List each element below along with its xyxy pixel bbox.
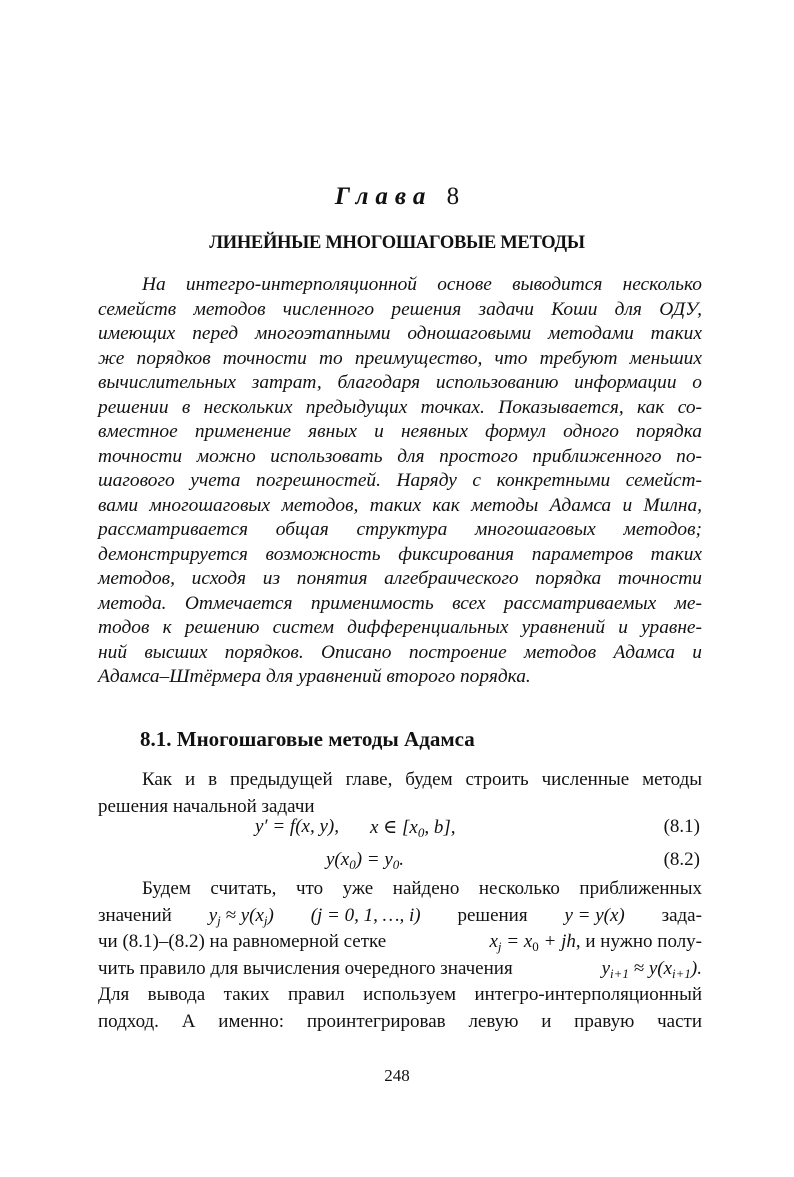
para-line	[98, 956, 702, 983]
equation-number: (8.2)	[663, 849, 700, 870]
abstract-line: рассматривается общая структура многошаговых методов;	[98, 519, 702, 540]
abstract-line: же порядков точности то преимущество, что требуют меньших	[98, 347, 702, 369]
m-sub: 0	[532, 939, 539, 954]
m: y	[208, 904, 218, 926]
domain-text: x ∈ [x	[370, 817, 418, 838]
equation-8-1	[98, 816, 702, 844]
intro-line: решения начальной задачи	[98, 795, 315, 817]
m: y	[601, 957, 611, 979]
equation-lhs: y′ = f(x, y),	[255, 816, 339, 837]
abstract-line: решении в нескольких предыдущих точках. Показывается, как со-	[98, 396, 702, 418]
m: = x	[501, 931, 533, 952]
text: чить правило для вычисления очередного значения	[98, 957, 513, 979]
para-line	[98, 929, 702, 956]
intro-line: Как и в предыдущей главе, будем строить численные методы	[142, 769, 702, 790]
abstract-line: Адамса–Штёрмера для уравнений второго порядка.	[98, 666, 531, 687]
abstract-line: вами многошаговых методов, таких как методы Адамса и Милна,	[98, 494, 702, 516]
abstract-line: точности можно использовать для простого приближенного по-	[98, 445, 702, 467]
m-sub: j	[263, 912, 268, 928]
ic-sub2: 0	[392, 857, 400, 872]
m-sub: i+1	[672, 965, 691, 981]
equation-number: (8.1)	[663, 816, 700, 837]
chapter-number: 8	[446, 183, 460, 210]
abstract-line: вычислительных затрат, благодаря использованию информации о	[98, 372, 702, 393]
abstract-line: метода. Отмечается применимость всех рассматриваемых ме-	[98, 592, 702, 614]
m: x	[489, 931, 498, 952]
word: значений	[98, 904, 172, 926]
math-solution: y = y(x)	[564, 904, 625, 926]
text: чи (8.1)–(8.2) на равномерной сетке	[98, 931, 387, 952]
m: ≈ y(x	[628, 957, 673, 979]
domain-sub: 0	[417, 825, 425, 840]
math-grid	[489, 929, 702, 956]
m: ≈ y(x	[220, 904, 264, 926]
page-number: 248	[384, 1066, 410, 1085]
para-line: подход. А именно: проинтегрировав левую и правую части	[98, 1010, 702, 1032]
m: )	[267, 904, 274, 926]
domain-rest: , b],	[424, 817, 456, 838]
abstract-line: демонстрируется возможность фиксирования параметров таких	[98, 543, 702, 565]
math-next-value	[602, 956, 702, 983]
abstract-line: шагового учета погрешностей. Наряду с конкретными семейст-	[98, 470, 702, 491]
abstract-line: семейств методов численного решения задачи Коши для ОДУ,	[98, 298, 702, 320]
m-sub: i+1	[610, 965, 629, 981]
equation-8-2	[98, 849, 702, 877]
equation-initial-condition	[326, 849, 404, 871]
abstract-line: ний высших порядков. Описано построение методов Адамса и	[98, 641, 702, 663]
paragraph-2	[98, 876, 702, 1035]
math-approx	[209, 903, 274, 930]
section-heading: 8.1. Многошаговые методы Адамса	[140, 727, 475, 751]
chapter-abstract	[98, 273, 702, 690]
ic-end: .	[399, 849, 405, 870]
section-intro	[98, 767, 702, 820]
para-line	[98, 903, 702, 930]
abstract-line: имеющих перед многоэтапными одношаговыми методами таких	[98, 323, 702, 344]
abstract-line: вместное применение явных и неявных формул одного порядка	[98, 421, 702, 442]
abstract-line: На интегро-интерполяционной основе выводится несколько	[142, 274, 702, 295]
m-sub: j	[217, 912, 221, 928]
ic-sub: 0	[349, 857, 356, 872]
abstract-line: тодов к решению систем дифференциальных уравнений и уравне-	[98, 617, 702, 638]
m: ).	[690, 957, 702, 979]
word: зада-	[661, 904, 702, 926]
para-line: Для вывода таких правил используем интегро-интерполяционный	[98, 984, 702, 1005]
chapter-label	[0, 183, 794, 211]
text: , и нужно полу-	[575, 931, 702, 952]
para-line: Будем считать, что уже найдено несколько приближенных	[142, 878, 702, 899]
ic-a: y(x	[326, 849, 350, 870]
math-index-range: (j = 0, 1, …, i)	[310, 904, 421, 926]
m: + jh	[538, 931, 576, 952]
word: решения	[457, 904, 528, 926]
m-sub: j	[497, 939, 502, 954]
ic-b: ) = y	[355, 849, 393, 870]
chapter-title: ЛИНЕЙНЫЕ МНОГОШАГОВЫЕ МЕТОДЫ	[209, 233, 585, 253]
abstract-line: методов, исходя из понятия алгебраического порядка точности	[98, 568, 702, 589]
chapter-word: Глава	[334, 183, 433, 210]
equation-domain	[370, 816, 455, 839]
